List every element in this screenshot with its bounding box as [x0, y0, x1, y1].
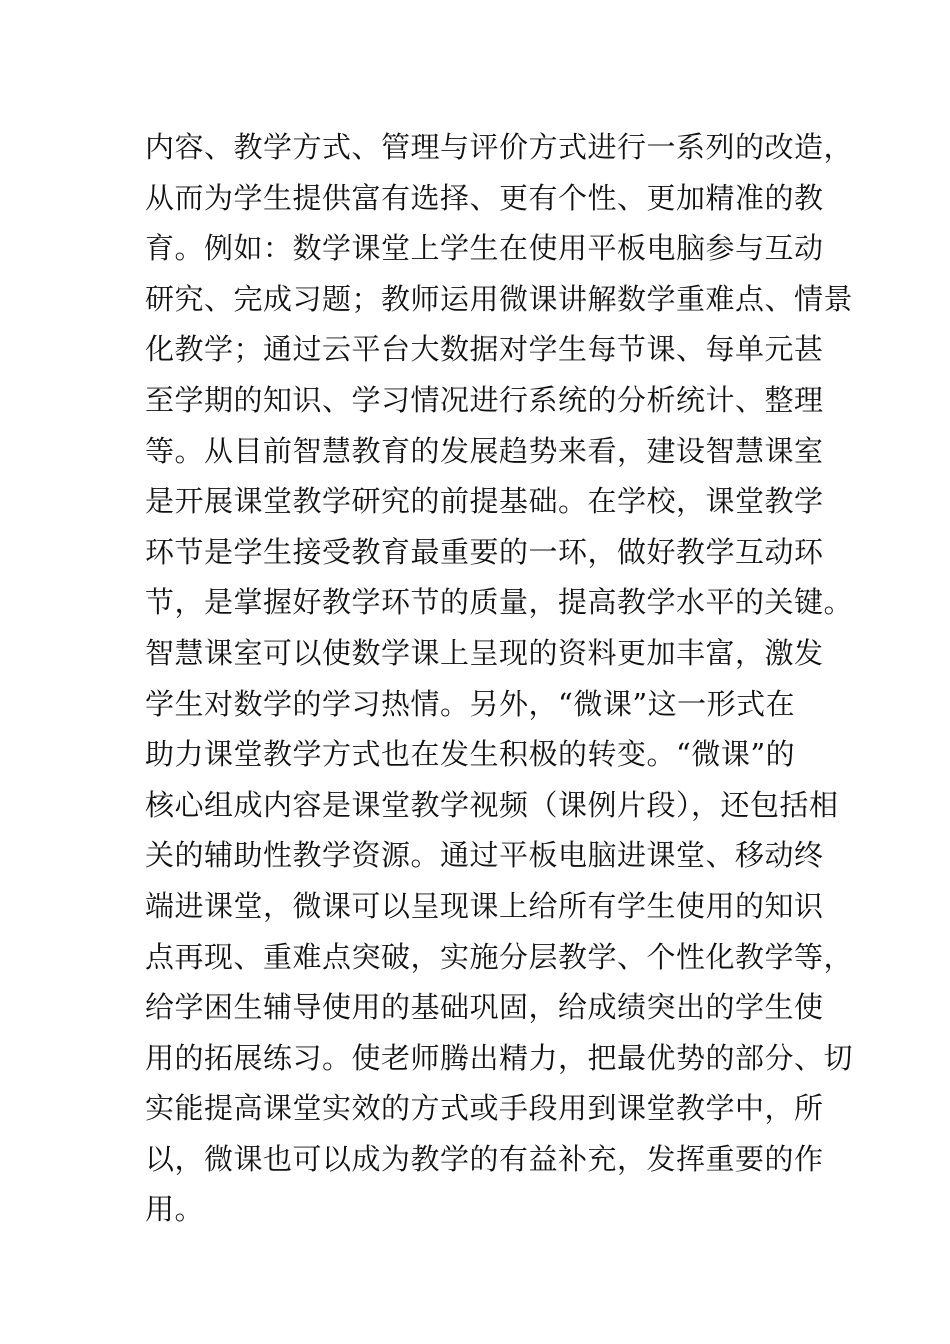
text-line: 从而为学生提供富有选择、更有个性、更加精准的教 — [145, 180, 824, 215]
text-line: 端进课堂，微课可以呈现课上给所有学生使用的知识 — [145, 888, 824, 923]
text-line: 等。从目前智慧教育的发展趋势来看，建设智慧课室 — [145, 433, 824, 468]
text-line: 助力课堂教学方式也在发生积极的转变。“微课”的 — [145, 737, 796, 772]
text-line: 化教学；通过云平台大数据对学生每节课、每单元甚 — [145, 332, 824, 367]
text-line: 关的辅助性教学资源。通过平板电脑进课堂、移动终 — [145, 838, 824, 873]
text-line: 至学期的知识、学习情况进行系统的分析统计、整理 — [145, 382, 824, 417]
text-line: 环节是学生接受教育最重要的一环，做好教学互动环 — [145, 534, 824, 569]
text-line: 给学困生辅导使用的基础巩固，给成绩突出的学生使 — [145, 990, 824, 1025]
text-line: 学生对数学的学习热情。另外，“微课”这一形式在 — [145, 686, 796, 721]
text-line: 点再现、重难点突破，实施分层教学、个性化教学等， — [145, 939, 854, 974]
text-line: 实能提高课堂实效的方式或手段用到课堂教学中，所 — [145, 1091, 824, 1126]
text-line: 核心组成内容是课堂教学视频（课例片段），还包括相 — [145, 787, 839, 822]
text-line: 用的拓展练习。使老师腾出精力，把最优势的部分、切 — [145, 1040, 854, 1075]
text-line: 用。 — [145, 1192, 205, 1227]
text-line: 育。例如：数学课堂上学生在使用平板电脑参与互动 — [145, 231, 824, 266]
body-paragraph — [145, 122, 854, 1235]
text-line: 内容、教学方式、管理与评价方式进行一系列的改造， — [145, 130, 854, 164]
text-line: 是开展课堂教学研究的前提基础。在学校，课堂教学 — [145, 484, 824, 519]
text-line: 节，是掌握好教学环节的质量，提高教学水平的关键。 — [145, 585, 854, 620]
text-line: 以，微课也可以成为教学的有益补充，发挥重要的作 — [145, 1141, 824, 1176]
text-line: 智慧课室可以使数学课上呈现的资料更加丰富，激发 — [145, 635, 824, 670]
text-line: 研究、完成习题；教师运用微课讲解数学重难点、情景 — [145, 281, 854, 316]
